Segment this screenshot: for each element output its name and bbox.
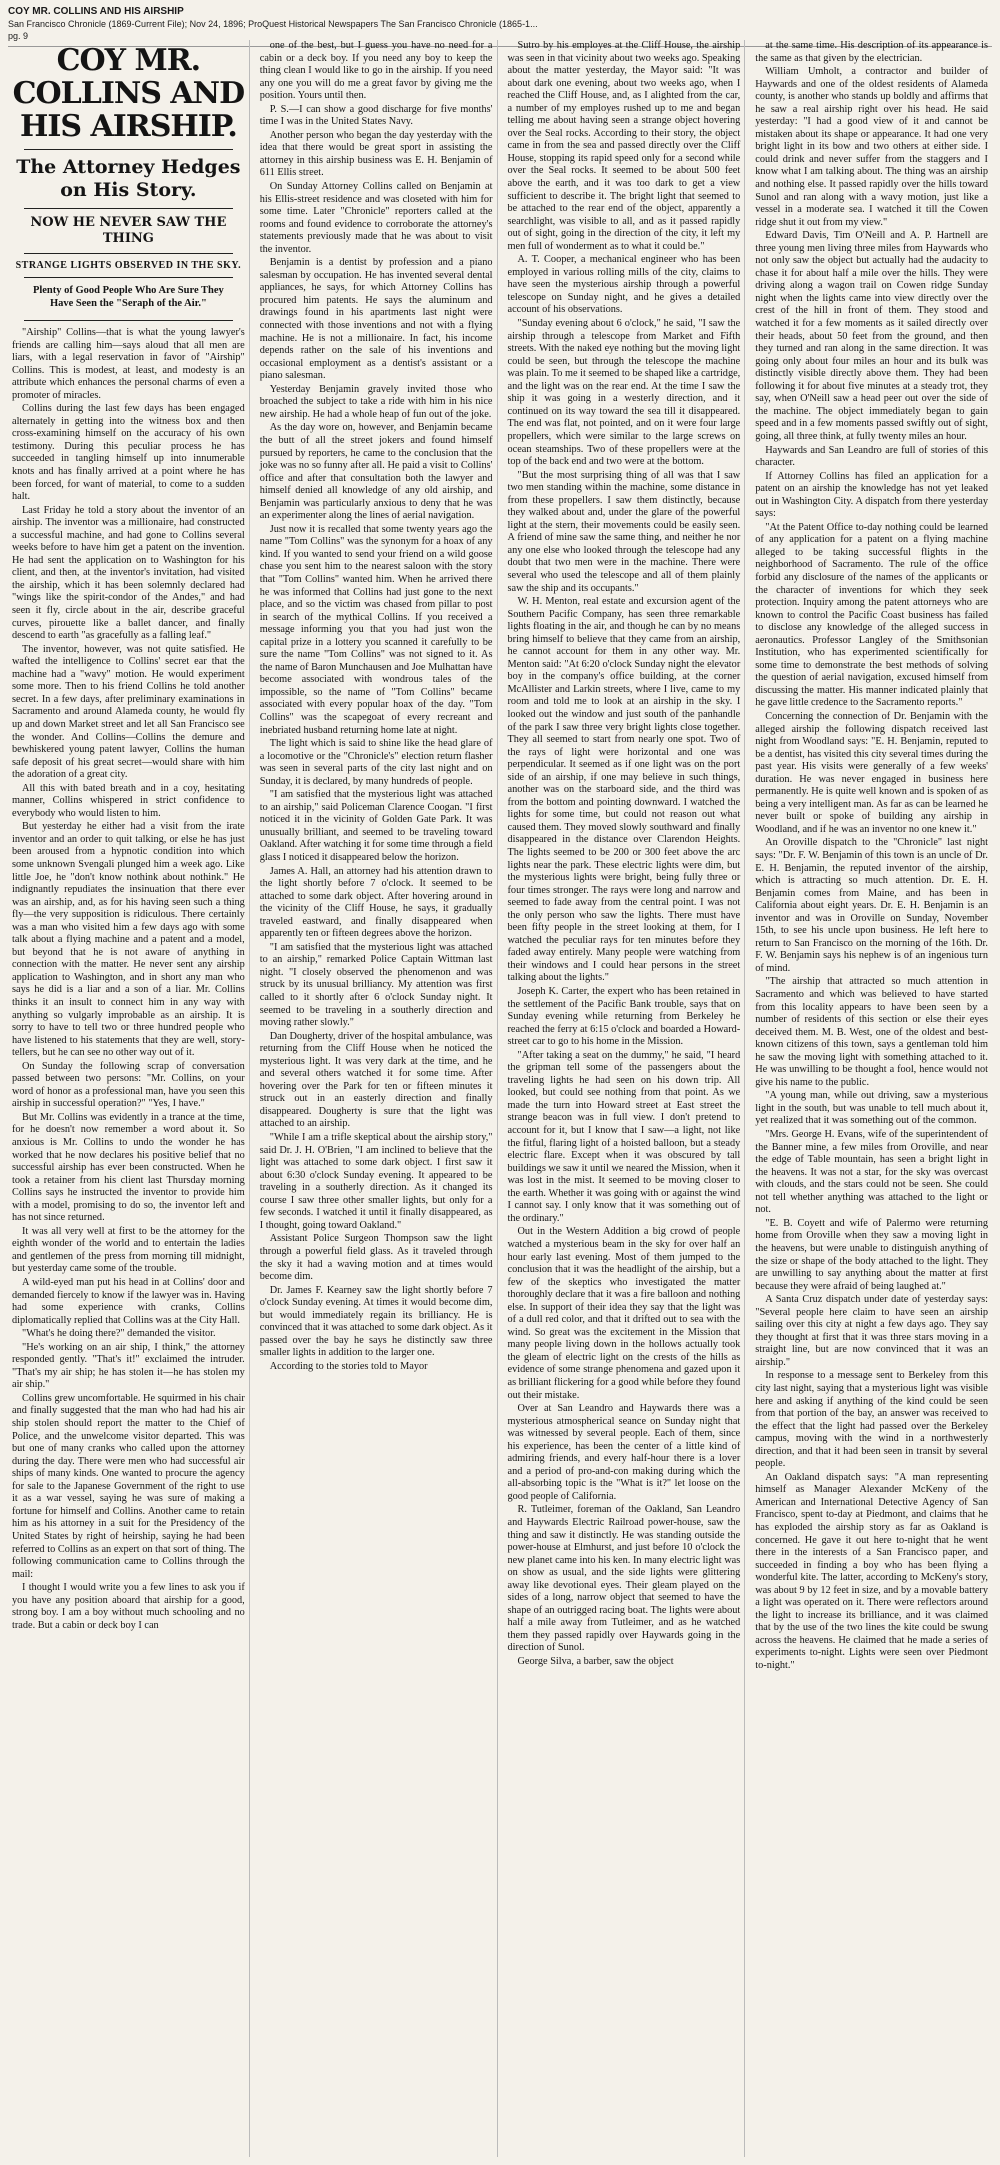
paragraph: "E. B. Coyett and wife of Palermo were returning home from Oroville when they saw a moving light in the heavens, but were unable to distinguish anything of the size or shape of the body attached to the light. They are unwilling to say anything about the matter at first because they were afraid of being laughed at." xyxy=(755,1217,988,1292)
paragraph: According to the stories told to Mayor xyxy=(269,1360,428,1372)
paragraph: Concerning the connection of Dr. Benjamin with the alleged airship the following dispatch received last night from Woodland says: "E. H. Benjamin, reputed to be a dentist, has visited this city several times during the past year. His visits were generally of a few weeks' duration. He was never engaged in business here permanently. He is quite well known and is spoken of as being a very intelligent man. As far as can be learned he never built or spoke of building any airship in Woodland, and if he was an inventor no one knew it." xyxy=(755,710,988,835)
article-column-3 xyxy=(504,40,746,2157)
paragraph: "Airship" Collins—that is what the young lawyer's friends are calling him—says aloud that all men are liars, with a legal reservation in favor of "Airship" Collins. This is modest, at least, and modesty is an attribute which enhances the personal charms of even a promoter of miracles. xyxy=(12,327,245,401)
paragraph: "While I am a trifle skeptical about the airship story," said Dr. J. H. O'Brien, "I am inclined to believe that the light was attached to some dark object. I first saw it about 6:30 o'clock Sunday evening. It appeared to be traveling in a southerly direction. As it changed its course I saw three other smaller lights, but only for a few seconds. I watched it until it finally disappeared, as I thought, going toward Oakland." xyxy=(259,1132,493,1231)
paragraph: at the same time. His description of its appearance is the same as that given by the electrician. xyxy=(755,40,988,64)
column-body xyxy=(508,40,741,1669)
headline-block xyxy=(12,44,245,321)
paragraph: "At the Patent Office to-day nothing could be learned of any application for a patent on a flying machine alleged to be taking successful flights in the neighborhood of Sacramento. The rule of the office forbid any disclosure of the names of the applicants or the character of inventions for which they seek protection. Inquiry among the patent attorneys who are known to control the Pacific Coast business has failed to disclose any knowledge of the alleged success in aeronautics. Professor Langley of the Smithsonian Institution, who has experimented scientifically for some time to demonstrate the best methods of solving the question of aerial navigation, excused himself from discussing the matter. His manner indicated plainly that he gave little credence to the Sacramento reports." xyxy=(755,521,988,709)
paragraph: I thought I would write you a few lines to ask you if you have any position aboard that airship for a good, strong boy. I am a boy without much schooling and no trade. But a cabin or deck boy I can xyxy=(12,1582,245,1631)
paragraph: Dr. James F. Kearney saw the light shortly before 7 o'clock Sunday evening. At times it would become dim, but would immediately regain its brilliancy. He is convinced that it was attached to some dark object. As it passed over the bay he says he distinctly saw three smaller lights in addition to the larger one. xyxy=(259,1284,493,1359)
headline-deck-4: Plenty of Good People Who Are Sure They Have Seen the "Seraph of the Air." xyxy=(32,285,224,309)
paragraph: On Sunday the following scrap of conversation passed between two persons: "Mr. Collins, on your word of honor as a professional man, have you seen this airship in successful operation?" "Yes, I have." xyxy=(12,1060,245,1110)
column-body xyxy=(260,40,493,1373)
paragraph: Benjamin is a dentist by profession and a piano salesman by occupation. He has invented several dental appliances, he says, for which Attorney Collins has procured him patents. He says the aluminum and drawings found in his apartments last night were connected with those inventions and not with a flying machine. He is not a millionaire. In fact, his income depends rather on the sale of his inventions and occasional employment as a dentist's assistant or a piano salesman. xyxy=(259,257,493,382)
paragraph: "After taking a seat on the dummy," he said, "I heard the gripman tell some of the passengers about the traveling lights he had seen on his down trip. All looked, but could see nothing from that point. As we made the turn into Howard street at East street the strange beacon was in full view. I don't pretend to account for it, but I know that I saw—a light, not like the fitful, flaring light of a hoisted balloon, but a steady electric flare. Except when it was obscured by tall buildings we saw it until we neared the Mission, when it was lost in the mist. It seemed to be moving closer to the earth. Whether it was going with or against the wind I cannot say. I only know that it was something out of the ordinary." xyxy=(507,1049,741,1224)
column-body xyxy=(755,40,988,1673)
paragraph: A Santa Cruz dispatch under date of yesterday says: "Several people here claim to have seen an airship sailing over this city at night a few days ago. They say they thought at first that it was three stars moving in a straight line, but are now convinced that it was an airship." xyxy=(755,1294,988,1368)
paragraph: All this with bated breath and in a coy, hesitating manner, Collins whispered in strict confidence to everybody who would listen to him. xyxy=(12,782,245,819)
paragraph: If Attorney Collins has filed an application for a patent on an airship the knowledge has not yet leaked out in Washington City. A dispatch from there yesterday says: xyxy=(755,470,988,520)
paragraph: Collins during the last few days has been engaged alternately in getting into the witness box and then cross-examining himself on the accuracy of his own testimony. During this peculiar process he has succeeded in tangling himself up into innumerable knots and has finally arrived at a point where he has been forced, for want of material, to come to a sudden halt. xyxy=(12,403,245,503)
paragraph: "But the most surprising thing of all was that I saw two men standing within the machine, some distance in from these propellers. I saw them distinctly, because they walked about and, under the glare of the powerful light at the stern, their movements could be easily seen. A friend of mine saw the same thing, and neither he nor any one else who looked through the telescope had any doubt that two men were in the machine. There were several who used the telescope and all of them plainly saw the ship and its occupants." xyxy=(507,469,741,594)
paragraph: George Silva, a barber, saw the object xyxy=(517,1656,674,1667)
paragraph: William Umholt, a contractor and builder of Haywards and one of the oldest residents of Alameda county, is another who stands up boldly and affirms that he saw a real airship right over his head. He said yesterday: "I had a good view of it and cannot be mistaken about its shape or appearance. It had one very bright light in its bow and two others at either side. I could drink and never suffer from the staggers and I know what I am talking about. The thing was an airship and nothing else. It passed rapidly over the hills toward Sunol and ran along with a wavy motion, just like a vessel in a moderate sea. I watched it till the Cowen ridge shut it out from my view." xyxy=(755,66,988,228)
paragraph: P. S.—I can show a good discharge for five months' time I was in the United States Navy. xyxy=(259,103,493,128)
paragraph: Out in the Western Addition a big crowd of people watched a mysterious beam in the sky for over half an hour early last evening. Most of them jumped to the conclusion that it was the headlight of the airship, but a few of the skeptics who investigated the matter thoroughly declare that it was a fire balloon and nothing else. In support of their idea they say that the light was of a dull red color, and that it drifted out to sea with the wind. So great was the excitement in the Mission that many people living down in the hollows actually took the gleam of electric light on the crests of the hills as evidence of some strange phenomena and gazed upon it as brilliant flickering for a good while before they found out their mistake. xyxy=(507,1226,741,1401)
headline-rule xyxy=(24,320,233,321)
paragraph: Haywards and San Leandro are full of stories of this character. xyxy=(755,444,988,469)
article-columns xyxy=(8,40,992,2157)
paragraph: "A young man, while out driving, saw a mysterious light in the south, but was unable to tell much about it, yet realized that it was something out of the common. xyxy=(755,1090,988,1127)
paragraph: "Mrs. George H. Evans, wife of the superintendent of the Banner mine, a few miles from Oroville, and near the edge of Table mountain, has seen a bright light in the heavens. It was not a star, for the sky was overcast with clouds, and the stars could not be seen. She could not tell whether anything was attached to the light or not. xyxy=(755,1129,988,1216)
headline-deck-1: The Attorney Hedges on His Story. xyxy=(16,156,241,201)
headline-rule xyxy=(24,208,233,209)
paragraph: Yesterday Benjamin gravely invited those who broached the subject to take a ride with him in his nice new airship. He had a whole heap of fun out of the joke. xyxy=(259,383,493,420)
paragraph: Last Friday he told a story about the inventor of an airship. The inventor was a millionaire, had constructed a successful machine, and had gone to Collins several weeks before to have him get a patent on the invention. He had sent the application on to Washington for his client, and then, at the inventor's invitation, had visited the airship, which it has been solemnly declared had "wings like the spirit-condor of the Andes," and had seen it fly, circle about in the air, describe graceful curves, pirouette like a ballet dancer, and finally descend to earth "as gracefully as a falling leaf." xyxy=(12,504,245,642)
paragraph: The light which is said to shine like the head glare of a locomotive or the "Chronicle's" election return flasher was seen in several parts of the city last night and on Sunday, it is declared, by many hundreds of people. xyxy=(259,738,493,787)
paragraph: "The airship that attracted so much attention in Sacramento and which was believed to have started from this locality appears to have been seen by a number of residents of this section or else their eyes deceived them. M. B. West, one of the oldest and best-known citizens of this town, says a gentleman told him he saw the moving light with something attached to it. He was unwilling to be thought a fool, hence would not give his name to the public. xyxy=(755,976,988,1088)
headline-rule xyxy=(24,149,233,150)
paragraph: Another person who began the day yesterday with the idea that there would be great sport in assisting the attorney in this airship business was E. H. Benjamin of 611 Ellis street. xyxy=(259,129,493,179)
headline-main: COY MR. COLLINS AND HIS AIRSHIP. xyxy=(12,43,245,144)
paragraph: "I am satisfied that the mysterious light was attached to an airship," remarked Police Captain Wittman last night. "I closely observed the phenomenon and was struck by its unusual brilliancy. My attention was first called to it shortly after 6 o'clock Sunday night. It seemed to be traveling in a southerly direction and moving rather slowly." xyxy=(259,941,493,1029)
paragraph: "What's he doing there?" demanded the visitor. xyxy=(22,1328,216,1340)
paragraph: R. Tutleimer, foreman of the Oakland, San Leandro and Haywards Electric Railroad power-house, saw the thing and saw it distinctly. He was standing outside the power-house at Elmhurst, and just before 10 o'clock the new planet came into his ken. In many electric light was on show as usual, and the side lights were glittering away like devotional eyes. Their gleam played on the sides of a long, narrow object that seemed to have the shape of an outrigged racing boat. The lights were about half a mile away from Tutleimer, and as he watched them they passed rapidly over Haywards going in the direction of Sunol. xyxy=(507,1504,741,1654)
paragraph: But yesterday he either had a visit from the irate inventor and an order to quit talking, or else he has just been aroused from a hypnotic condition into which some unknown Svengali plunged him a week ago. Like little Joe, he "don't know nothink about nothink." He indignantly repudiates the insinuation that there ever was an airship, and, as for his having seen such a thing fly—the very supposition is ridiculous. There certainly was a man who visited him a few days ago with some talk about a flying machine and a patent and a model, but beyond that he is not aware of anything in connection with the matter. He never sent any airship application to Washington, and in short any man who says he did is a liar and a son of a liar. Mr. Collins thinks it an insult to connect him in any way with anything so vulgarly improbable as an airship. It is sorry to have to tell two or three hundred people who have listened to his statements that they are well, story-tellers, but he can see no other way out of it. xyxy=(12,821,245,1059)
paragraph: An Oakland dispatch says: "A man representing himself as Manager Alexander McKeny of the American and International Detective Agency of San Francisco, spent to-day at Piedmont, and claims that he has exploded the airship story as far as Oakland is concerned. He gave it out here to-night that he went there in the interests of a San Francisco paper, and succeeded in finding a boy who has been flying a wonderful kite. The latter, according to McKeny's story, was about 9 by 12 feet in size, and by a movable battery a light was operated on it. There were reflectors around the light to increase its brilliance, and it was claimed that by the use of the two lines the kite could be swung across the heavens. He claimed that he made a series of experiments to-night. Lights were seen over Piedmont to-night." xyxy=(755,1471,988,1671)
citation-source: San Francisco Chronicle (1869-Current File); Nov 24, 1896; ProQuest Historical Newspapers The San Francisco Chronicle (1865-1... xyxy=(8,19,538,29)
paragraph: Collins grew uncomfortable. He squirmed in his chair and finally suggested that the man who had had his air ship stolen should report the matter to the Chief of Police, and the unwelcome visitor departed. This was but one of many cranks who called upon the attorney during the day. There were men who had successful air ships of many kinds. One wanted to procure the agency for sale to the Japanese Government of the right to use it as a war vessel, saying he was sure of making a fortune for himself and Collins. Another came to retain him as his attorney in a suit for the Presidency of the United States by right of heirship, saying he had been referred to Collins as an expert on that sort of thing. The following communication came to Collins through the mail: xyxy=(12,1392,245,1580)
paragraph: Joseph K. Carter, the expert who has been retained in the settlement of the Pacific Bank trouble, says that on Sunday evening while returning from Berkeley he reached the ferry at 6:15 o'clock and boarded a Howard-street car to go to his home in the Mission. xyxy=(507,986,741,1048)
paragraph: "I am satisfied that the mysterious light was attached to an airship," said Policeman Clarence Coogan. "I first noticed it in the vicinity of Golden Gate Park. It was unusually brilliant, and seemed to be traveling toward Oakland. After watching it for some time through a field glass I noticed it disappeared below the horizon. xyxy=(259,789,493,863)
paragraph: A wild-eyed man put his head in at Collins' door and demanded fiercely to know if the lawyer was in. Having had some experience with cranks, Collins diplomatically replied that Collins was at the City Hall. xyxy=(12,1277,245,1326)
article-column-2 xyxy=(256,40,498,2157)
column-body xyxy=(12,327,245,1632)
article-column-4 xyxy=(751,40,992,2157)
paragraph: "He's working on an air ship, I think," the attorney responded gently. "That's it!" exclaimed the intruder. "That's my air ship; he has stolen it—he has stolen my air ship." xyxy=(12,1341,245,1391)
paragraph: James A. Hall, an attorney had his attention drawn to the light shortly before 7 o'clock. It seemed to be attached to some dark object. After hovering around in the vicinity of the Cliff House, he says, it gradually traveled eastward, and finally disappeared when apparently ten or fifteen degrees above the horizon. xyxy=(259,865,493,940)
headline-rule xyxy=(24,277,233,278)
paragraph: As the day wore on, however, and Benjamin became the butt of all the street jokers and found himself pursued by reporters, he came to the conclusion that the joke was no so funny after all. He paid a visit to Collins' office and after that consultation both the lawyer and himself denied all knowledge of any old airship, and Benjamin was particularly anxious to deny that he was an experimenter along the lines of aerial navigation. xyxy=(259,422,493,522)
paragraph: Assistant Police Surgeon Thompson saw the light through a powerful field glass. As it traveled through the sky it had a waving motion and at times would become dim. xyxy=(259,1233,493,1283)
paragraph: "Sunday evening about 6 o'clock," he said, "I saw the airship through a telescope from Market and Fifth streets. With the naked eye nothing but the moving light could be seen, but through the telescope the machine was plain. To me it seemed to be shaped like a cartridge, and the light was on the rear end. At the time I saw the ship it was going in a westerly direction, and it continued on its way toward the sea till it disappeared. The end was flat, not pointed, and on it were four large propellers, which were similar to the large screws on ocean steamships. Two of these propellers were at the top of the back end and two were at the bottom. xyxy=(507,318,741,468)
paragraph: Over at San Leandro and Haywards there was a mysterious atmospherical seance on Sunday night that was witnessed by several people. Each of them, since his experience, has been the center of a little kind of admiring friends, and every half-hour there is a lover and a period of pro-and-con making during which the all-absorbing topic is the "What is it?" let loose on the good people of California. xyxy=(507,1403,741,1502)
paragraph: Sutro by his employes at the Cliff House, the airship was seen in that vicinity about two weeks ago. Speaking about the matter yesterday, the Mayor said: "It was about dark one evening, about two weeks ago, when I reached the Cliff House, and, as I alighted from the car, a number of my employes rushed up to me and began telling me about having seen a strange object hovering over the Seal rocks. According to their story, the object came in from the sea and passed directly over the Cliff House, stopping its rapid speed only for a second while over the Seal rocks. It seemed to be about 500 feet above the earth, and it was too dark to get a view sufficient to describe it. The bright light that seemed to be attached to the rear end of the object, apparently a searchlight, was visible to all, and as it passed rapidly out of sight, going in the direction of the city, it left my men full of wonderment as to what it could be." xyxy=(507,40,741,252)
paragraph: Edward Davis, Tim O'Neill and A. P. Hartnell are three young men living three miles from Haywards who not only saw the object but actually had the audacity to chase it for about half a mile over the hills. They were driving along a wagon trail on Cowen ridge Sunday night when the lights came into view directly over the crest of the hill in front of them. They stood and watched it for a few moments as it sailed directly over their heads, about 50 feet from the ground, and then they turned and ran along in the same direction. It was going only about four miles an hour and its bulk was distinctly visible directly above them. They had been following it for about five minutes at a steady trot, they say, when O'Neill saw a head peer out over the side of the machine. The object immediately began to gain speed and in a few moments passed swiftly out of sight, going, all three think, at fully twenty miles an hour. xyxy=(755,230,988,442)
paragraph: The inventor, however, was not quite satisfied. He wafted the intelligence to Collins' secret ear that the machine had a "wavy" motion. He would experiment some more. Then to his friend Collins he told another secret. In a few days, after preliminary examinations in Sacramento and around Alameda county, he would fly up and down Market street and let all San Francisco see the wonder. And Collins—Collins the demure and bewhiskered young patent lawyer, Collins the human safe deposit of his great secret—would share with him the adoration of a great city. xyxy=(12,643,245,781)
paragraph: On Sunday Attorney Collins called on Benjamin at his Ellis-street residence and was closeted with him for some time. Later "Chronicle" reporters called at the rooms and found evidence to corroborate the attorney's statements previously made that he was about to visit the inventor. xyxy=(259,181,493,255)
headline-deck-3: STRANGE LIGHTS OBSERVED IN THE SKY. xyxy=(15,260,242,271)
paragraph: It was all very well at first to be the attorney for the eighth wonder of the world and to entertain the ladies and gentlemen of the press from morning till midnight, but yesterday came some of the trouble. xyxy=(12,1225,245,1275)
paragraph: Dan Dougherty, driver of the hospital ambulance, was returning from the Cliff House when he noticed the mysterious light. It was very dark at the time, and he and several others watched it for some time. After hovering over the Park for ten or fifteen minutes it struck out in an easterly direction and finally disappeared. Dougherty is sure that the light was attached to an airship. xyxy=(259,1030,493,1130)
paragraph: W. H. Menton, real estate and excursion agent of the Southern Pacific Company, has seen three remarkable lights floating in the air, and though he can by no means bring himself to believe that they came from an airship, he cannot account for them in any other way. Mr. Menton said: "At 6:20 o'clock Sunday night the elevator boy in the company's office building, at the corner McAllister and Larkin streets, where I live, came to my room and told me to look at an airship in the sky. I looked out the window and just south of the panhandle of the park I saw three very bright lights close together. They all seemed to start from nearly one spot. Two of the rays of light were horizontal and one was perpendicular. It seemed as if one light was on the port side of an airship, if one may believe in such things, another was on the starboard side, and the third was from the bottom and pointing downward. I watched the lights for some time, but could not reason out what caused them. They moved slowly southward and finally disappeared in the distance over Clarendon Heights. The lights seemed to be 200 or 300 feet above the arc lights near the park. These electric lights were dim, but the mysterious lights were bright, being fully three or four times stronger. The rays were long and narrow and seemed to fade away from the central point. I was not the only person who saw the lights. There must have been fifty people in the street looking at them, for I watched the peculiar rays for ten minutes before they faded away entirely. Many people were watching from their windows and I could hear persons in the street talking about the lights." xyxy=(507,596,741,984)
paragraph: A. T. Cooper, a mechanical engineer who has been employed in various rolling mills of the city, claims to have seen the mysterious airship through a powerful telescope on Sunday night, and he gives a detailed account of his observations. xyxy=(507,254,741,316)
headline-rule xyxy=(24,253,233,254)
article-column-1 xyxy=(8,40,250,2157)
paragraph: An Oroville dispatch to the "Chronicle" last night says: "Dr. F. W. Benjamin of this town is an uncle of Dr. E. H. Benjamin, the reputed inventor of the airship, which is attracting so much attention. Dr. E. H. Benjamin comes from Maine, and has been in California about eight years. Dr. E. H. Benjamin is an inventor and was in Oroville on Sunday, November 15th, to see his uncle upon business. He left here to return to San Francisco on the morning of the 16th. Dr. F. W. Benjamin says his nephew is of an ingenious turn of mind. xyxy=(755,837,988,974)
citation-page: pg. 9 xyxy=(8,31,29,41)
paragraph: Just now it is recalled that some twenty years ago the name "Tom Collins" was the synonym for a hoax of any kind. If you wanted to send your friend on a wild goose chase you sent him to the nearest saloon with the story that "Tom Collins" wanted him. When he arrived there he was informed that Collins had just gone to the next place, and so the victim was chased from pillar to post in search of the mythical Collins. If you received a message informing you that you had just won the capital prize in a lottery you scanned it carefully to be sure the name "Tom Collins" was not signed to it. As the name of Baron Munchausen and Joe Mulhattan have become associated with wondrous tales of the impossible, so the name of "Tom Collins" became associated with every popular hoax of the day. "Tom Collins" was the scapegoat of every recreant and inebriated husband returning home late at night. xyxy=(259,523,493,736)
paragraph: In response to a message sent to Berkeley from this city last night, saying that a mysterious light was visible here and asking if anything of the kind could be seen from that portion of the bay, an answer was received to the effect that the light had passed over the Berkeley campus, moving with the wind in a northwesterly direction, and that it had been seen in transit by several people. xyxy=(755,1370,988,1470)
paragraph: But Mr. Collins was evidently in a trance at the time, for he doesn't now remember a word about it. So anxious is Mr. Collins to undo the wonder he has worked that he now declares his positive belief that no successful airship has ever been constructed. When he took a retainer from his client last Thursday morning Collins says he instructed the inventor to provide him with a model, promising to do so, the inventor left and has not since returned. xyxy=(12,1111,245,1224)
headline-deck-2: NOW HE NEVER SAW THE THING xyxy=(30,215,227,246)
citation-title: COY MR. COLLINS AND HIS AIRSHIP xyxy=(8,6,184,17)
paragraph: one of the best, but I guess you have no need for a cabin or a deck boy. If you need any boy to keep the thing clean I would like to go in the airship. If you need any one you will do me a great favor by giving me the position. Yours until then. xyxy=(259,40,493,102)
